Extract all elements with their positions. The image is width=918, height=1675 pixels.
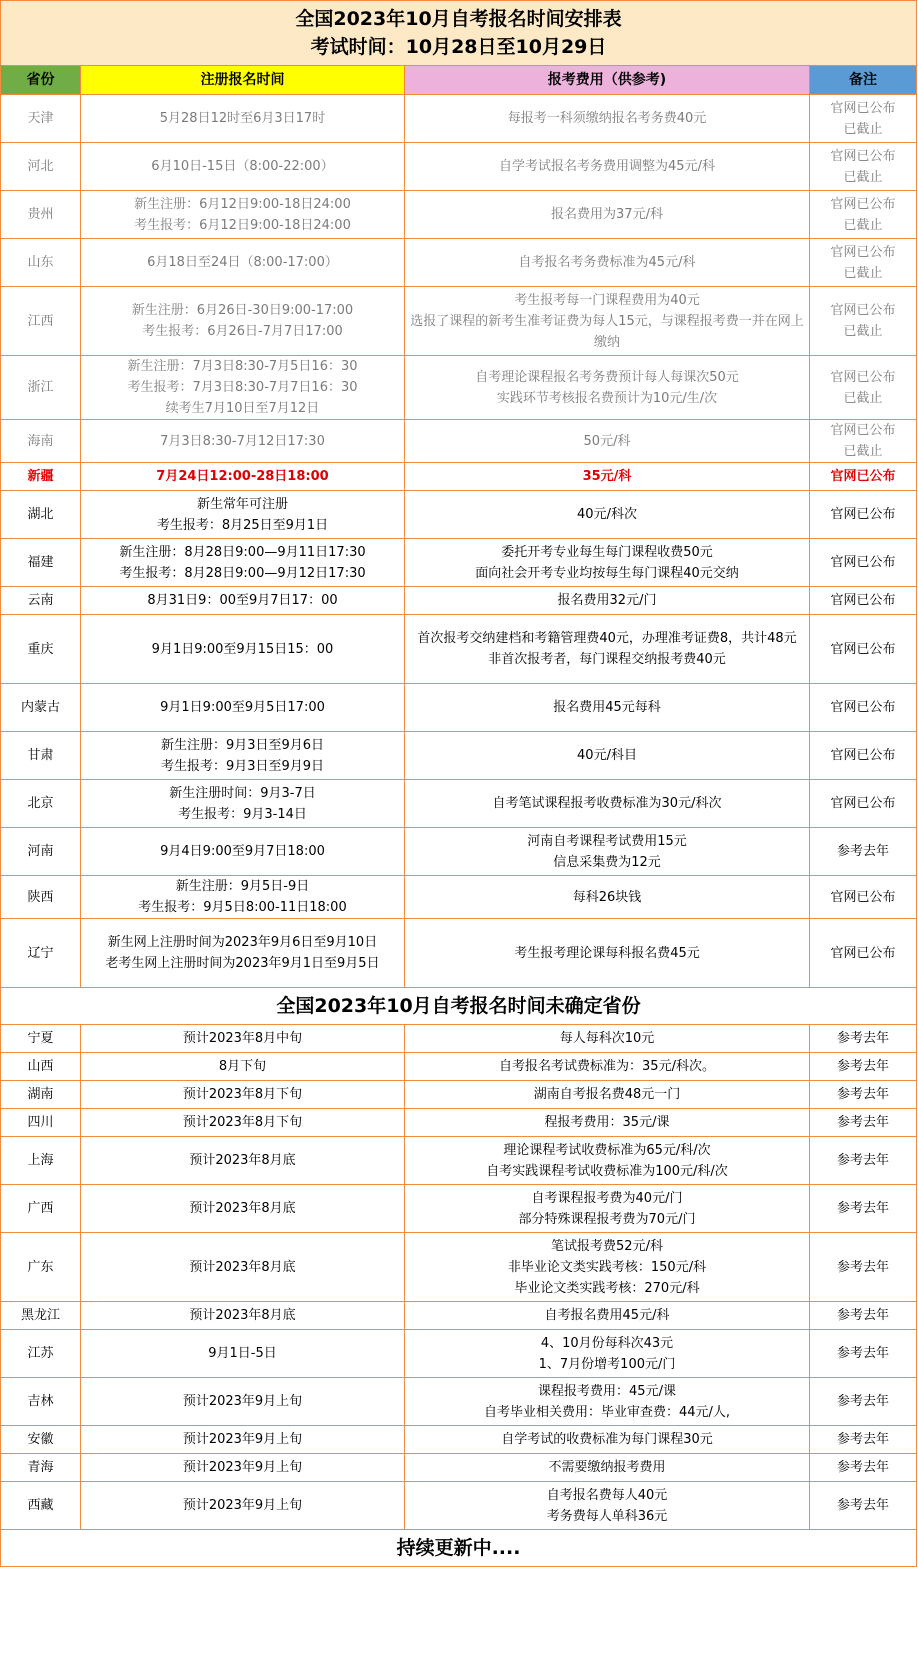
fee-line: 自考课程报考费为40元/门 bbox=[531, 1190, 683, 1206]
table-row bbox=[1, 356, 917, 420]
cell-registration bbox=[81, 287, 405, 356]
cell-province: 安徽 bbox=[1, 1426, 81, 1454]
cell-province: 宁夏 bbox=[1, 1025, 81, 1053]
registration-line: 6月10日-15日（8:00-22:00） bbox=[151, 159, 334, 174]
fee-line: 信息采集费为12元 bbox=[553, 854, 661, 870]
registration-line: 9月1日9:00至9月5日17:00 bbox=[160, 700, 325, 715]
cell-fee bbox=[405, 1081, 810, 1109]
table-row bbox=[1, 1482, 917, 1530]
registration-line: 老考生网上注册时间为2023年9月1日至9月5日 bbox=[105, 956, 380, 971]
cell-registration bbox=[81, 1302, 405, 1330]
note-line: 官网已公布 bbox=[830, 507, 896, 522]
cell-registration bbox=[81, 1081, 405, 1109]
cell-note bbox=[810, 356, 917, 420]
cell-note bbox=[810, 95, 917, 143]
registration-line: 考生报考：6月12日9:00-18日24:00 bbox=[134, 217, 351, 233]
cell-fee bbox=[405, 919, 810, 988]
cell-registration bbox=[81, 356, 405, 420]
note-line: 参考去年 bbox=[837, 1460, 890, 1475]
cell-registration bbox=[81, 539, 405, 587]
cell-note bbox=[810, 1378, 917, 1426]
table-row bbox=[1, 1053, 917, 1081]
registration-line: 新生注册：9月5日-9日 bbox=[175, 879, 310, 894]
note-line: 官网已公布 bbox=[830, 469, 896, 484]
note-line: 参考去年 bbox=[837, 1059, 890, 1074]
cell-note bbox=[810, 1482, 917, 1530]
fee-line: 每科26块钱 bbox=[572, 889, 642, 905]
cell-fee bbox=[405, 684, 810, 732]
section-row bbox=[1, 988, 917, 1025]
fee-line: 河南自考课程考试费用15元 bbox=[527, 833, 687, 849]
cell-fee bbox=[405, 356, 810, 420]
fee-line: 选报了课程的新考生准考证费为每人15元，与课程报考费一并在网上 bbox=[410, 313, 804, 329]
note-line: 参考去年 bbox=[837, 1259, 890, 1275]
cell-registration bbox=[81, 684, 405, 732]
table-row bbox=[1, 143, 917, 191]
cell-fee bbox=[405, 1053, 810, 1081]
title-line-2: 考试时间：10月28日至10月29日 bbox=[310, 36, 607, 58]
cell-province: 辽宁 bbox=[1, 919, 81, 988]
fee-line: 理论课程考试收费标准为65元/科/次 bbox=[503, 1142, 711, 1158]
registration-line: 考生报考：9月3日至9月9日 bbox=[160, 758, 325, 774]
note-line: 已截止 bbox=[843, 324, 883, 339]
cell-note bbox=[810, 615, 917, 684]
cell-province: 内蒙古 bbox=[1, 684, 81, 732]
registration-line: 预计2023年8月底 bbox=[189, 1308, 296, 1323]
cell-registration bbox=[81, 615, 405, 684]
note-line: 官网已公布 bbox=[830, 889, 896, 905]
cell-fee bbox=[405, 1233, 810, 1302]
registration-line: 预计2023年8月底 bbox=[189, 1201, 296, 1216]
cell-province: 北京 bbox=[1, 780, 81, 828]
fee-line: 自考报名费用45元/科 bbox=[544, 1308, 670, 1323]
cell-note bbox=[810, 191, 917, 239]
fee-line: 40元/科目 bbox=[577, 748, 637, 763]
cell-province: 重庆 bbox=[1, 615, 81, 684]
registration-line: 5月28日12时至6月3日17时 bbox=[159, 111, 326, 126]
note-line: 官网已公布 bbox=[830, 945, 896, 961]
cell-province: 西藏 bbox=[1, 1482, 81, 1530]
cell-registration bbox=[81, 1454, 405, 1482]
note-line: 参考去年 bbox=[837, 1031, 890, 1046]
cell-province: 山西 bbox=[1, 1053, 81, 1081]
cell-fee bbox=[405, 1302, 810, 1330]
registration-line: 考生报考：9月3-14日 bbox=[178, 806, 307, 822]
table-row bbox=[1, 1378, 917, 1426]
fee-line: 自学考试报名考务费用调整为45元/科 bbox=[499, 159, 715, 174]
note-line: 官网已公布 bbox=[830, 100, 896, 116]
registration-line: 6月18日至24日（8:00-17:00） bbox=[147, 255, 338, 270]
cell-province: 云南 bbox=[1, 587, 81, 615]
cell-fee bbox=[405, 1137, 810, 1185]
note-line: 官网已公布 bbox=[830, 196, 896, 212]
registration-line: 新生注册：6月12日9:00-18日24:00 bbox=[134, 196, 351, 212]
cell-note bbox=[810, 828, 917, 876]
cell-registration bbox=[81, 780, 405, 828]
cell-province: 福建 bbox=[1, 539, 81, 587]
cell-fee bbox=[405, 95, 810, 143]
table-row bbox=[1, 1302, 917, 1330]
note-line: 已截止 bbox=[843, 390, 883, 406]
cell-province: 江西 bbox=[1, 287, 81, 356]
cell-province: 湖北 bbox=[1, 491, 81, 539]
cell-note bbox=[810, 539, 917, 587]
registration-line: 考生报考：6月26日-7月7日17:00 bbox=[142, 324, 343, 339]
cell-fee bbox=[405, 1426, 810, 1454]
cell-registration bbox=[81, 828, 405, 876]
fee-line: 报名费用32元/门 bbox=[557, 593, 657, 608]
cell-note bbox=[810, 1330, 917, 1378]
note-line: 参考去年 bbox=[837, 1115, 890, 1130]
cell-province: 青海 bbox=[1, 1454, 81, 1482]
cell-note bbox=[810, 1302, 917, 1330]
registration-line: 预计2023年9月上旬 bbox=[182, 1432, 303, 1447]
footer-text: 持续更新中.... bbox=[1, 1530, 917, 1567]
cell-note bbox=[810, 239, 917, 287]
cell-fee bbox=[405, 780, 810, 828]
fee-line: 自考报名考试费标准为：35元/科次。 bbox=[499, 1059, 715, 1074]
cell-fee bbox=[405, 1330, 810, 1378]
registration-line: 7月3日8:30-7月12日17:30 bbox=[160, 433, 325, 449]
cell-fee bbox=[405, 828, 810, 876]
cell-fee bbox=[405, 539, 810, 587]
fee-line: 程报考费用：35元/课 bbox=[544, 1115, 670, 1130]
fee-line: 不需要缴纳报考费用 bbox=[548, 1460, 666, 1475]
cell-fee bbox=[405, 1109, 810, 1137]
cell-fee bbox=[405, 732, 810, 780]
footer-row bbox=[1, 1530, 917, 1567]
table-row bbox=[1, 732, 917, 780]
registration-line: 新生网上注册时间为2023年9月6日至9月10日 bbox=[107, 935, 378, 950]
cell-fee bbox=[405, 239, 810, 287]
cell-fee bbox=[405, 463, 810, 491]
note-line: 参考去年 bbox=[837, 844, 890, 859]
cell-province: 河南 bbox=[1, 828, 81, 876]
cell-province: 天津 bbox=[1, 95, 81, 143]
cell-registration bbox=[81, 239, 405, 287]
fee-line: 考生报考每一门课程费用为40元 bbox=[514, 292, 700, 308]
fee-line: 毕业论文类实践考核：270元/科 bbox=[514, 1280, 700, 1296]
cell-note bbox=[810, 491, 917, 539]
fee-line: 35元/科 bbox=[582, 469, 632, 484]
table-row bbox=[1, 1454, 917, 1482]
registration-line: 预计2023年9月上旬 bbox=[182, 1460, 303, 1475]
cell-note bbox=[810, 1053, 917, 1081]
fee-line: 委托开考专业每生每门课程收费50元 bbox=[501, 544, 713, 560]
registration-line: 预计2023年8月中旬 bbox=[182, 1031, 303, 1046]
note-line: 已截止 bbox=[843, 444, 883, 459]
table-row bbox=[1, 95, 917, 143]
cell-province: 新疆 bbox=[1, 463, 81, 491]
cell-note bbox=[810, 780, 917, 828]
header-row bbox=[1, 66, 917, 95]
cell-province: 山东 bbox=[1, 239, 81, 287]
registration-line: 9月1日-5日 bbox=[208, 1346, 277, 1361]
table-row bbox=[1, 1330, 917, 1378]
note-line: 已截止 bbox=[843, 169, 883, 185]
cell-registration bbox=[81, 876, 405, 919]
fee-line: 考生报考理论课每科报名费45元 bbox=[514, 945, 700, 961]
cell-registration bbox=[81, 491, 405, 539]
table-row bbox=[1, 684, 917, 732]
note-line: 官网已公布 bbox=[830, 244, 896, 260]
table-row bbox=[1, 876, 917, 919]
cell-fee bbox=[405, 1025, 810, 1053]
cell-registration bbox=[81, 143, 405, 191]
note-line: 官网已公布 bbox=[830, 796, 896, 811]
cell-fee bbox=[405, 191, 810, 239]
cell-fee bbox=[405, 287, 810, 356]
registration-line: 新生注册：6月26日-30日9:00-17:00 bbox=[131, 303, 354, 318]
cell-province: 上海 bbox=[1, 1137, 81, 1185]
fee-line: 缴纳 bbox=[593, 334, 620, 350]
fee-line: 每报考一科须缴纳报名考务费40元 bbox=[507, 111, 707, 126]
fee-line: 自考报名费每人40元 bbox=[546, 1487, 668, 1503]
cell-note bbox=[810, 876, 917, 919]
cell-province: 贵州 bbox=[1, 191, 81, 239]
registration-line: 新生注册时间：9月3-7日 bbox=[169, 785, 316, 801]
note-line: 参考去年 bbox=[837, 1432, 890, 1447]
fee-line: 自考笔试课程报考收费标准为30元/科次 bbox=[492, 796, 722, 811]
note-line: 参考去年 bbox=[837, 1153, 890, 1168]
fee-line: 面向社会开考专业均按每生每门课程40元交纳 bbox=[475, 565, 739, 581]
table-row bbox=[1, 615, 917, 684]
cell-note bbox=[810, 143, 917, 191]
fee-line: 4、10月份每科次43元 bbox=[540, 1335, 674, 1351]
fee-line: 非首次报考者，每门课程交纳报考费40元 bbox=[488, 652, 726, 667]
cell-registration bbox=[81, 191, 405, 239]
fee-line: 笔试报考费52元/科 bbox=[551, 1238, 663, 1254]
cell-registration bbox=[81, 919, 405, 988]
note-line: 已截止 bbox=[843, 121, 883, 137]
note-line: 参考去年 bbox=[837, 1498, 890, 1513]
table-row bbox=[1, 780, 917, 828]
cell-province: 吉林 bbox=[1, 1378, 81, 1426]
registration-line: 9月1日9:00至9月15日15：00 bbox=[151, 641, 334, 657]
registration-line: 8月31日9：00至9月7日17：00 bbox=[147, 593, 338, 608]
table-row bbox=[1, 539, 917, 587]
registration-line: 7月24日12:00-28日18:00 bbox=[156, 469, 329, 484]
cell-fee bbox=[405, 615, 810, 684]
fee-line: 首次报考交纳建档和考籍管理费40元，办理准考证费8，共计48元 bbox=[417, 631, 797, 646]
cell-note bbox=[810, 1185, 917, 1233]
note-line: 官网已公布 bbox=[830, 303, 896, 318]
cell-fee bbox=[405, 491, 810, 539]
cell-fee bbox=[405, 1454, 810, 1482]
registration-line: 预计2023年8月底 bbox=[189, 1259, 296, 1275]
fee-line: 实践环节考核报名费预计为10元/生/次 bbox=[496, 390, 718, 406]
table-row bbox=[1, 919, 917, 988]
cell-fee bbox=[405, 1482, 810, 1530]
cell-province: 陕西 bbox=[1, 876, 81, 919]
registration-line: 预计2023年9月上旬 bbox=[182, 1498, 303, 1513]
note-line: 参考去年 bbox=[837, 1346, 890, 1361]
fee-line: 50元/科 bbox=[583, 433, 631, 449]
fee-line: 部分特殊课程报考费为70元/门 bbox=[518, 1211, 696, 1227]
cell-province: 浙江 bbox=[1, 356, 81, 420]
cell-note bbox=[810, 420, 917, 463]
cell-fee bbox=[405, 1185, 810, 1233]
fee-line: 自考实践课程考试收费标准为100元/科/次 bbox=[486, 1163, 728, 1179]
cell-registration bbox=[81, 1378, 405, 1426]
table-row bbox=[1, 491, 917, 539]
registration-line: 考生报考：8月28日9:00—9月12日17:30 bbox=[119, 565, 366, 581]
cell-fee bbox=[405, 143, 810, 191]
cell-note bbox=[810, 919, 917, 988]
cell-province: 黑龙江 bbox=[1, 1302, 81, 1330]
registration-line: 新生注册：7月3日8:30-7月5日16：30 bbox=[127, 359, 358, 374]
cell-registration bbox=[81, 1233, 405, 1302]
table-row bbox=[1, 1233, 917, 1302]
note-line: 已截止 bbox=[843, 217, 883, 233]
cell-fee bbox=[405, 420, 810, 463]
note-line: 参考去年 bbox=[837, 1394, 890, 1409]
cell-province: 甘肃 bbox=[1, 732, 81, 780]
cell-note bbox=[810, 1137, 917, 1185]
cell-note bbox=[810, 1426, 917, 1454]
fee-line: 非毕业论文类实践考核：150元/科 bbox=[507, 1259, 707, 1275]
note-line: 官网已公布 bbox=[830, 748, 896, 763]
sheet-title bbox=[1, 1, 917, 66]
note-line: 官网已公布 bbox=[830, 423, 896, 438]
cell-province: 江苏 bbox=[1, 1330, 81, 1378]
registration-line: 9月4日9:00至9月7日18:00 bbox=[160, 844, 325, 859]
header-fee: 报考费用（供参考) bbox=[405, 66, 810, 95]
fee-line: 40元/科次 bbox=[577, 507, 637, 522]
cell-registration bbox=[81, 463, 405, 491]
note-line: 参考去年 bbox=[837, 1308, 890, 1323]
cell-registration bbox=[81, 1426, 405, 1454]
registration-line: 考生报考：9月5日8:00-11日18:00 bbox=[138, 900, 347, 915]
cell-note bbox=[810, 1081, 917, 1109]
cell-registration bbox=[81, 1025, 405, 1053]
cell-note bbox=[810, 463, 917, 491]
table-row bbox=[1, 828, 917, 876]
fee-line: 自学考试的收费标准为每门课程30元 bbox=[501, 1432, 713, 1447]
registration-line: 预计2023年8月下旬 bbox=[182, 1115, 303, 1130]
note-line: 参考去年 bbox=[837, 1201, 890, 1216]
table-row bbox=[1, 1109, 917, 1137]
note-line: 已截止 bbox=[843, 265, 883, 281]
table-row bbox=[1, 1137, 917, 1185]
cell-registration bbox=[81, 420, 405, 463]
table-row bbox=[1, 1025, 917, 1053]
cell-fee bbox=[405, 587, 810, 615]
table-row bbox=[1, 1426, 917, 1454]
cell-note bbox=[810, 1109, 917, 1137]
note-line: 官网已公布 bbox=[830, 641, 896, 657]
fee-line: 课程报考费用：45元/课 bbox=[538, 1383, 676, 1399]
cell-note bbox=[810, 587, 917, 615]
cell-note bbox=[810, 1454, 917, 1482]
note-line: 官网已公布 bbox=[830, 700, 896, 715]
registration-line: 考生报考：8月25日至9月1日 bbox=[156, 517, 329, 533]
cell-registration bbox=[81, 587, 405, 615]
cell-registration bbox=[81, 95, 405, 143]
table-row bbox=[1, 191, 917, 239]
registration-line: 预计2023年8月底 bbox=[189, 1153, 296, 1168]
fee-line: 自考报名考务费标准为45元/科 bbox=[518, 255, 696, 270]
cell-province: 广东 bbox=[1, 1233, 81, 1302]
note-line: 官网已公布 bbox=[830, 369, 896, 385]
note-line: 官网已公布 bbox=[830, 593, 896, 608]
section-title: 全国2023年10月自考报名时间未确定省份 bbox=[1, 988, 917, 1025]
cell-note bbox=[810, 732, 917, 780]
fee-line: 报名费用45元每科 bbox=[553, 700, 661, 715]
cell-registration bbox=[81, 1137, 405, 1185]
fee-line: 考务费每人单科36元 bbox=[546, 1508, 668, 1524]
table-row bbox=[1, 287, 917, 356]
cell-registration bbox=[81, 1330, 405, 1378]
cell-registration bbox=[81, 732, 405, 780]
table-row bbox=[1, 1081, 917, 1109]
registration-line: 新生注册：9月3日至9月6日 bbox=[160, 737, 325, 753]
cell-province: 广西 bbox=[1, 1185, 81, 1233]
cell-province: 四川 bbox=[1, 1109, 81, 1137]
cell-note bbox=[810, 684, 917, 732]
cell-province: 河北 bbox=[1, 143, 81, 191]
cell-registration bbox=[81, 1109, 405, 1137]
fee-line: 湖南自考报名费48元一门 bbox=[533, 1087, 681, 1102]
fee-line: 每人每科次10元 bbox=[559, 1031, 655, 1046]
table-row bbox=[1, 463, 917, 491]
table-row bbox=[1, 239, 917, 287]
registration-line: 8月下旬 bbox=[218, 1059, 267, 1074]
cell-fee bbox=[405, 876, 810, 919]
fee-line: 报名费用为37元/科 bbox=[551, 207, 663, 222]
registration-line: 续考生7月10日至7月12日 bbox=[165, 401, 320, 416]
header-registration: 注册报名时间 bbox=[81, 66, 405, 95]
cell-note bbox=[810, 1025, 917, 1053]
registration-line: 考生报考：7月3日8:30-7月7日16：30 bbox=[127, 380, 358, 395]
cell-note bbox=[810, 1233, 917, 1302]
title-row bbox=[1, 1, 917, 66]
cell-registration bbox=[81, 1053, 405, 1081]
registration-line: 预计2023年8月下旬 bbox=[182, 1087, 303, 1102]
cell-province: 湖南 bbox=[1, 1081, 81, 1109]
cell-registration bbox=[81, 1185, 405, 1233]
registration-line: 新生常年可注册 bbox=[196, 496, 288, 512]
cell-note bbox=[810, 287, 917, 356]
note-line: 官网已公布 bbox=[830, 555, 896, 570]
note-line: 参考去年 bbox=[837, 1087, 890, 1102]
title-line-1: 全国2023年10月自考报名时间安排表 bbox=[295, 8, 622, 30]
schedule-table-body bbox=[1, 1, 917, 1567]
header-note: 备注 bbox=[810, 66, 917, 95]
fee-line: 1、7月份增考100元/门 bbox=[538, 1356, 676, 1372]
table-row bbox=[1, 1185, 917, 1233]
registration-line: 新生注册：8月28日9:00—9月11日17:30 bbox=[119, 544, 366, 560]
table-row bbox=[1, 587, 917, 615]
registration-line: 预计2023年9月上旬 bbox=[182, 1394, 303, 1409]
cell-province: 海南 bbox=[1, 420, 81, 463]
note-line: 官网已公布 bbox=[830, 148, 896, 164]
table-row bbox=[1, 420, 917, 463]
fee-line: 自考理论课程报名考务费预计每人每课次50元 bbox=[475, 369, 739, 385]
header-province: 省份 bbox=[1, 66, 81, 95]
cell-registration bbox=[81, 1482, 405, 1530]
cell-fee bbox=[405, 1378, 810, 1426]
fee-line: 自考毕业相关费用：毕业审查费：44元/人, bbox=[483, 1404, 731, 1420]
